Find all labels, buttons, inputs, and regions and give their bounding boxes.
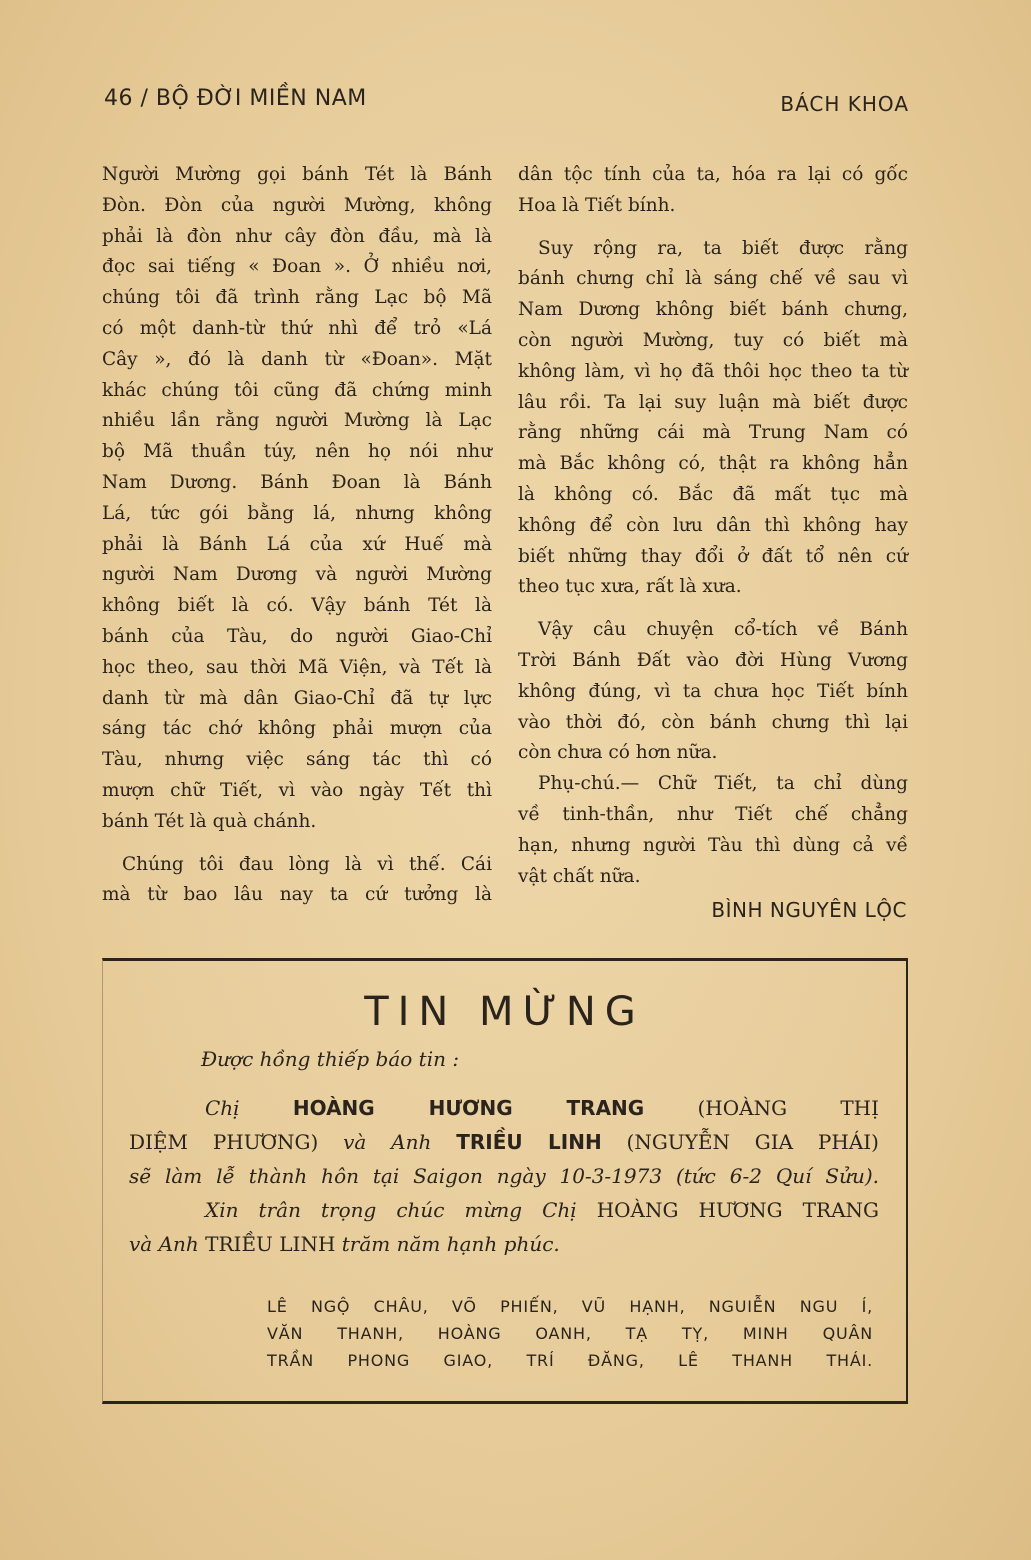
- announcement-line: Xin trân trọng chúc mừng Chị HOÀNG HƯƠNG TRANG: [205, 1198, 879, 1222]
- article-left-column: [102, 160, 492, 911]
- text-line: không biết là có. Vậy bánh Tét là: [102, 595, 492, 617]
- text-line: khác chúng tôi cũng đã chứng minh: [102, 379, 492, 401]
- text-line: Nam Dương không biết bánh chưng,: [518, 299, 908, 321]
- signatory-line: LÊ NGỘ CHÂU, VÕ PHIẾN, VŨ HẠNH, NGUIỄN NGU Í,: [267, 1297, 873, 1316]
- text-line: học theo, sau thời Mã Viện, và Tết là: [102, 656, 492, 678]
- text-line: không làm, vì họ đã thôi học theo ta từ: [518, 360, 908, 382]
- announcement-line: và Anh TRIỀU LINH trăm năm hạnh phúc.: [129, 1232, 560, 1256]
- announcement-line: sẽ làm lễ thành hôn tại Saigon ngày 10-3-1973 (tức 6-2 Quí Sửu).: [129, 1164, 879, 1188]
- signatory-line: TRẦN PHONG GIAO, TRÍ ĐĂNG, LÊ THANH THÁI.: [267, 1351, 873, 1370]
- text-line: bánh Tét là quà chánh.: [102, 810, 317, 832]
- text-line: Đòn. Đòn của người Mường, không: [102, 194, 492, 216]
- text-line: Vậy câu chuyện cổ-tích về Bánh: [538, 619, 908, 641]
- text-line: theo tục xưa, rất là xưa.: [518, 576, 742, 598]
- text-line: là không có. Bắc đã mất tục mà: [518, 483, 908, 505]
- text-line: bánh chưng chỉ là sáng chế về sau vì: [518, 268, 908, 290]
- announcement-line: Chị HOÀNG HƯƠNG TRANG (HOÀNG THỊ: [205, 1096, 880, 1120]
- text-line: Lá, tức gói bằng lá, nhưng không: [102, 502, 492, 524]
- text-line: Trời Bánh Đất vào đời Hùng Vương: [518, 649, 908, 671]
- text-line: Hoa là Tiết bính.: [518, 194, 676, 216]
- text-line: không để còn lưu dân thì không hay: [518, 514, 908, 536]
- text-line: chúng tôi đã trình rằng Lạc bộ Mã: [102, 287, 492, 309]
- text-line: bộ Mã thuần túy, nên họ nói như: [102, 441, 492, 463]
- text-line: hạn, nhưng người Tàu thì dùng cả về: [518, 834, 908, 856]
- text-line: danh từ mà dân Giao-Chỉ đã tự lực: [102, 687, 492, 709]
- text-line: sáng tác chớ không phải mượn của: [102, 718, 492, 740]
- text-line: Người Mường gọi bánh Tét là Bánh: [102, 164, 492, 185]
- text-line: Chúng tôi đau lòng là vì thế. Cái: [122, 853, 492, 875]
- text-line: biết những thay đổi ở đất tổ nên cứ: [518, 545, 908, 567]
- text-line: bánh của Tàu, do người Giao-Chỉ: [102, 625, 492, 647]
- article-author: BÌNH NGUYÊN LỘC: [711, 898, 907, 922]
- text-line: Nam Dương. Bánh Đoan là Bánh: [102, 471, 492, 493]
- text-line: rằng những cái mà Trung Nam có: [518, 422, 908, 444]
- page-header-right: BÁCH KHOA: [780, 92, 909, 116]
- signatories: [267, 1293, 873, 1374]
- announcement-title: TIN MỪNG: [364, 989, 645, 1035]
- text-line: vật chất nữa.: [518, 865, 641, 887]
- text-line: về tinh-thần, như Tiết chế chẳng: [518, 803, 908, 825]
- text-line: lâu rồi. Ta lại suy luận mà biết được: [518, 391, 908, 413]
- text-line: vào thời đó, còn bánh chưng thì lại: [518, 711, 908, 733]
- text-line: Tàu, nhưng việc sáng tác thì có: [102, 749, 492, 771]
- text-line: mượn chữ Tiết, vì vào ngày Tết thì: [102, 779, 492, 801]
- text-line: nhiều lần rằng người Mường là Lạc: [102, 410, 492, 432]
- text-line: Cây », đó là danh từ «Đoan». Mặt: [102, 348, 492, 370]
- text-line: còn người Mường, tuy có biết mà: [518, 329, 908, 351]
- text-line: mà từ bao lâu nay ta cứ tưởng là: [102, 884, 492, 906]
- text-line: mà Bắc không có, thật ra không hẳn: [518, 453, 908, 475]
- page-header-left: 46 / BỘ ĐỜI MIỀN NAM: [104, 86, 367, 111]
- announcement-box: [102, 958, 908, 1404]
- text-line: không đúng, vì ta chưa học Tiết bính: [518, 680, 908, 702]
- announcement-intro: Được hồng thiếp báo tin :: [201, 1047, 460, 1071]
- text-line: Suy rộng ra, ta biết được rằng: [538, 237, 908, 259]
- article-right-column: [518, 160, 908, 892]
- signatory-line: VĂN THANH, HOÀNG OANH, TẠ TỴ, MINH QUÂN: [267, 1324, 873, 1343]
- text-line: người Nam Dương và người Mường: [102, 564, 492, 586]
- text-line: Phụ-chú.— Chữ Tiết, ta chỉ dùng: [538, 773, 908, 795]
- text-line: có một danh-từ thứ nhì để trỏ «Lá: [102, 317, 492, 339]
- text-line: đọc sai tiếng « Đoan ». Ở nhiều nơi,: [102, 256, 492, 278]
- announcement-body: [129, 1091, 879, 1261]
- text-line: phải là đòn như cây đòn đầu, mà là: [102, 225, 492, 247]
- text-line: dân tộc tính của ta, hóa ra lại có gốc: [518, 164, 908, 185]
- text-line: phải là Bánh Lá của xứ Huế mà: [102, 533, 492, 555]
- announcement-line: DIỆM PHƯƠNG) và Anh TRIỀU LINH (NGUYỄN GIA PHÁI): [129, 1130, 879, 1154]
- text-line: còn chưa có hơn nữa.: [518, 742, 718, 764]
